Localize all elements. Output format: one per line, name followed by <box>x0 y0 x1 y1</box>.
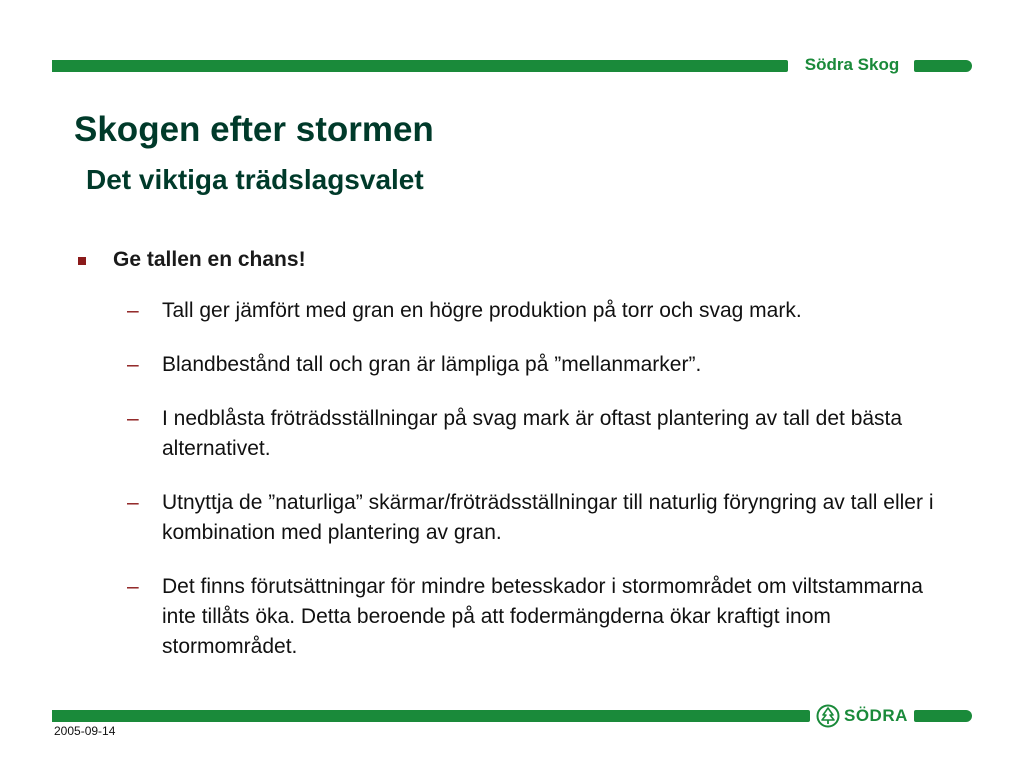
main-bullet <box>78 248 306 272</box>
list-item <box>127 350 977 380</box>
square-bullet-icon <box>78 257 86 265</box>
slide-subtitle: Det viktiga trädslagsvalet <box>86 164 424 195</box>
list-item-text: Blandbestånd tall och gran är lämpliga på ”mellanmarker”. <box>162 353 702 376</box>
footer-rule-right <box>914 710 972 722</box>
list-item <box>127 488 977 548</box>
footer-date: 2005-09-14 <box>54 724 116 738</box>
list-item-text: Det finns förutsättningar för mindre betesskador i stormområdet om viltstammarna inte tillåts öka. Detta beroende på att fodermängderna ökar kraftigt inom stormområdet. <box>162 575 923 658</box>
list-item-text: Utnyttja de ”naturliga” skärmar/fröträdsställningar till naturlig föryngring av tall eller i kombination med plantering av gran. <box>162 491 934 544</box>
list-item <box>127 296 977 326</box>
list-item <box>127 404 977 464</box>
logo-text: SÖDRA <box>844 706 908 725</box>
sub-bullet-list <box>127 296 977 686</box>
dash-bullet: – <box>127 491 139 514</box>
list-item <box>127 572 977 662</box>
footer-rule-left <box>52 710 810 722</box>
dash-bullet: – <box>127 407 139 430</box>
tree-emblem-icon <box>816 704 840 728</box>
header-brand: Södra Skog <box>804 55 900 74</box>
header-rule-right <box>914 60 972 72</box>
slide-title: Skogen efter stormen <box>74 110 434 149</box>
dash-bullet: – <box>127 353 139 376</box>
sodra-logo <box>816 703 908 729</box>
list-item-text: I nedblåsta fröträdsställningar på svag mark är oftast plantering av tall det bästa alternativet. <box>162 407 903 460</box>
dash-bullet: – <box>127 575 139 598</box>
main-bullet-text: Ge tallen en chans! <box>113 248 306 271</box>
list-item-text: Tall ger jämfört med gran en högre produktion på torr och svag mark. <box>162 299 802 322</box>
dash-bullet: – <box>127 299 139 322</box>
header-rule-left <box>52 60 788 72</box>
